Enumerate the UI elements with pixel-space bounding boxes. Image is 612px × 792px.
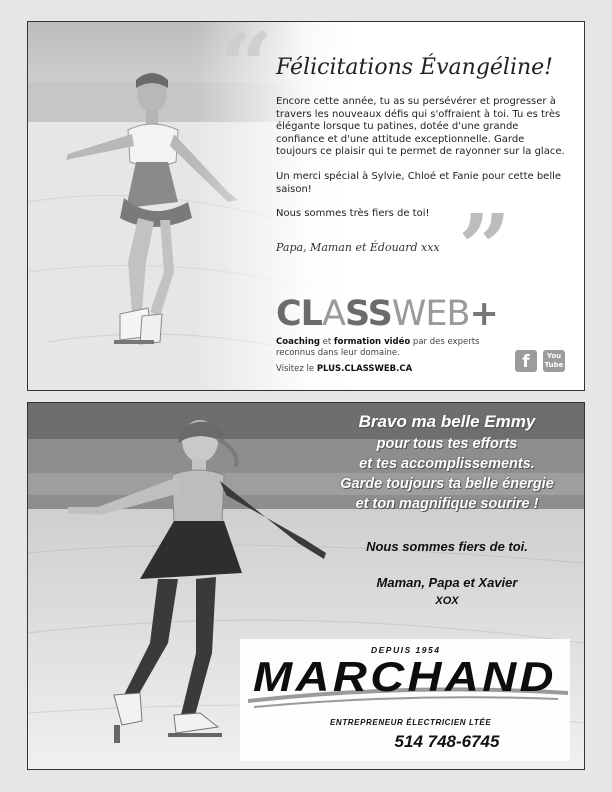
ad2-line: Garde toujours ta belle énergie [340,476,554,492]
marchand-logo: MARCHAND [253,653,557,700]
ad-evangeline [27,21,585,391]
marchand-subtitle: ENTREPRENEUR ÉLECTRICIEN LTÉE [330,718,492,727]
classweb-tagline: Coaching et formation vidéo par des experts reconnus dans leur domaine. [276,337,480,358]
ad2-line: et ton magnifique sourire ! [355,496,539,512]
ad1-signature: Papa, Maman et Édouard xxx [276,241,440,254]
marchand-phone: 514 748-6745 [394,732,500,751]
ad2-signature: Maman, Papa et Xavier [376,575,518,590]
ad-emmy [27,402,585,770]
ad1-paragraph: Encore cette année, tu as su persévérer et progresser à travers les nouveaux défis qui s'offraient à toi. Tu es très élégante lorsque tu patines, dotée d'une grande confiance et d'une attitude exceptionnelle. Garde toujours ce plaisir qui te permet de rayonner sur la glace. [276,96,565,158]
ad1-title: Félicitations Évangéline! [276,55,554,80]
ad2-proud: Nous sommes fiers de toi. [366,539,528,554]
quote-close-mark: ” [458,194,511,302]
ad2-headline: Bravo ma belle Emmy [358,412,536,431]
classweb-url-link[interactable]: PLUS.CLASSWEB.CA [316,364,413,374]
ad1-paragraph: Un merci spécial à Sylvie, Chloé et Fanie pour cette belle saison! [276,170,562,195]
classweb-visit: Visitez le PLUS.CLASSWEB.CA [276,364,413,374]
ad2-line: et tes accomplissements. [359,456,535,472]
youtube-icon[interactable]: You Tube [543,350,565,372]
marchand-since: DEPUIS 1954 [371,645,441,655]
ad2-hugs: XOX [435,595,459,607]
classweb-logo: CLASSWEB+ [276,294,498,334]
ad1-message [276,96,566,233]
ad2-line: pour tous tes efforts [376,436,518,452]
ad1-paragraph: Nous sommes très fiers de toi! [276,208,430,220]
quote-open-mark: “ [220,21,273,120]
facebook-icon[interactable]: f [515,350,537,372]
